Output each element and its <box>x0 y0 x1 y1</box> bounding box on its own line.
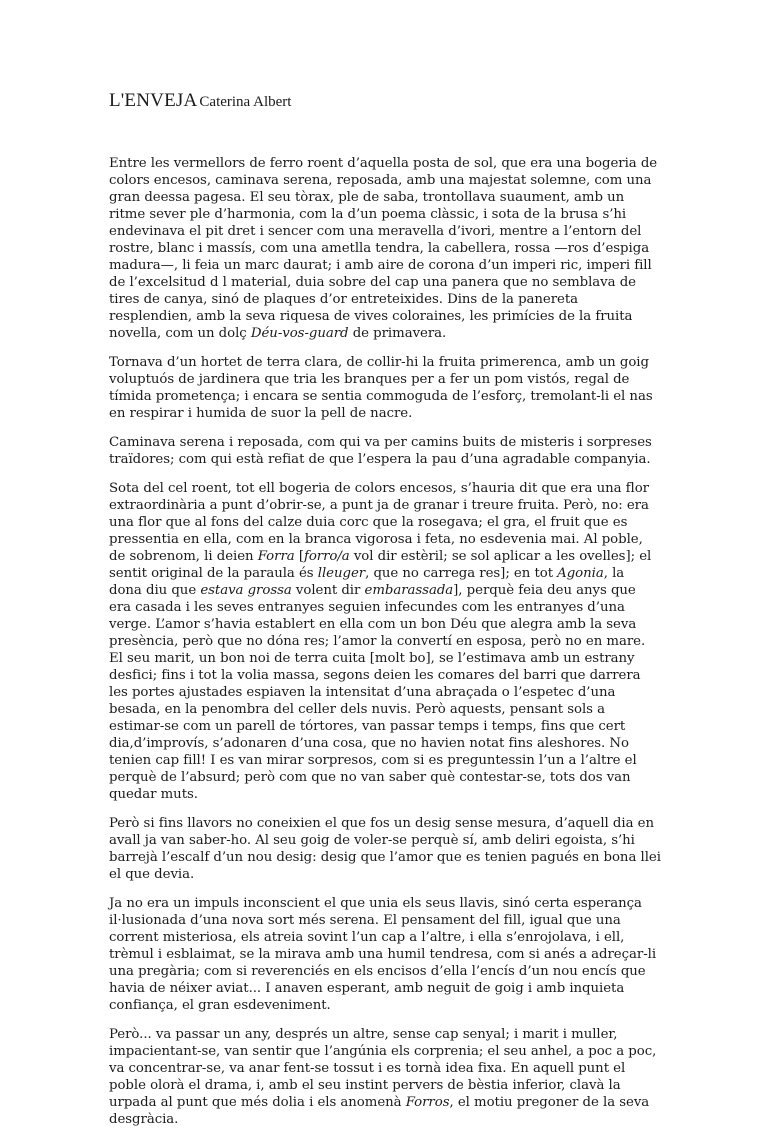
italic-text: Déu-vos-guard <box>250 326 349 341</box>
paragraph <box>109 434 661 468</box>
paragraph <box>109 480 661 803</box>
text-run: , el motiu pregoner de la seva desgràcia. <box>109 1095 650 1127</box>
document-title: L'ENVEJA <box>109 90 198 111</box>
italic-text: lleuger <box>317 566 366 581</box>
paragraph <box>109 354 661 422</box>
paragraph <box>109 895 661 1014</box>
document-author: Caterina Albert <box>199 94 292 110</box>
italic-text: Forros <box>405 1095 450 1110</box>
paragraph <box>109 155 661 342</box>
text-run: Però si fins llavors no coneixien el que fos un desig sense mesura, d’aquell dia en avall ja van saber-ho. Al seu goig de voler-se perquè sí, amb deliri egoista, s’hi barrejà l’escalf d’un nou desig: desig que l’amor que es tenien pagués en bona llei el que devia. <box>109 816 661 882</box>
text-run: volent dir <box>291 583 365 598</box>
italic-text: Forra <box>257 549 295 564</box>
text-run: , que no carrega res]; en tot <box>365 566 558 581</box>
italic-text: embarassada <box>364 583 454 598</box>
document-page <box>109 86 661 1140</box>
paragraph <box>109 1026 661 1128</box>
title-line <box>109 86 661 117</box>
text-run: Però... va passar un any, després un altre, sense cap senyal; i marit i muller, impacientant-se, van sentir que l’angúnia els corprenia; el seu anhel, a poc a poc, va concentrar-se, va anar fent-se tossut i es tornà idea fixa. En aquell punt el poble olorà el drama, i, amb el seu instint pervers de bèstia inferior, clavà la urpada al punt que més dolia i els anomenà <box>109 1027 657 1110</box>
text-run: Ja no era un impuls inconscient el que unia els seus llavis, sinó certa esperança il·lusionada d’una nova sort més serena. El pensament del fill, igual que una corrent misteriosa, els atreia sovint l’un cap a l’altre, i ella s’enrojolava, i ell, trèmul i esblaimat, se la mirava amb una humil tendresa, com si anés a adreçar-li una pregària; com si reverenciés en els encisos d’ella l’encís d’un nou encís que havia de néixer aviat... I anaven esperant, amb neguit de goig i amb inquieta confiança, el gran esdeveniment. <box>109 896 657 1013</box>
text-run: [ <box>294 549 304 564</box>
text-run: vol dir estèril; se sol aplicar a les ovelles]; el sentit original de la paraula és <box>109 549 652 581</box>
body-text <box>109 155 661 1128</box>
text-run: Entre les vermellors de ferro roent d’aquella posta de sol, que era una bogeria de colors encesos, caminava serena, reposada, amb una majestat solemne, com una gran deessa pagesa. El seu tòrax, ple de saba, trontollava suaument, amb un ritme sever ple d’harmonia, com la d’un poema clàssic, i sota de la brusa s’hi endevinava el pit dret i sencer com una meravella d’ivori, mentre a l’entorn del rostre, blanc i massís, com una ametlla tendra, la cabellera, rossa —ros d’espiga madura—, li feia un marc daurat; i amb aire de corona d’un imperi ric, imperi fill de l’excelsitud d l material, duia sobre del cap una panera que no semblava de tires de canya, sinó de plaques d’or entreteixides. Dins de la panereta resplendien, amb la seva riquesa de vives coloraines, les primícies de la fruita novella, com un dolç <box>109 156 658 341</box>
italic-text: forro/a <box>303 549 350 564</box>
text-run: Sota del cel roent, tot ell bogeria de colors encesos, s’hauria dit que era una flor extraordinària a punt d’obrir-se, a punt ja de granar i treure fruita. Però, no: era una flor que al fons del calze duia corc que la rosegava; el gra, el fruit que es pressentia en ella, com en la branca vigorosa i feta, no esdevenia mai. Al poble, de sobrenom, li deien <box>109 481 649 564</box>
text-run: Tornava d’un hortet de terra clara, de collir-hi la fruita primerenca, amb un goig voluptuós de jardinera que tria les branques per a fer un pom vistós, regal de tímida prometença; i encara se sentia commoguda de l’esforç, tremolant-li el nas en respirar i humida de suor la pell de nacre. <box>109 355 653 421</box>
text-run: de primavera. <box>348 326 447 341</box>
text-run: ], perquè feia deu anys que era casada i les seves entranyes seguien infecundes com les entranyes d’una verge. L’amor s’havia establert en ella com un bon Déu que alegra amb la seva presència, però que no dóna res; l’amor la convertí en esposa, però no en mare. El seu marit, un bon noi de terra cuita [molt bo], se l’estimava amb un estrany desfici; fins i tot la volia massa, segons deien les comares del barri que darrera les portes ajustades espiaven la intensitat d’una abraçada o l’espetec d’una besada, en la penombra del celler dels nuvis. Però aquests, pensant sols a estimar-se com un parell de tórtores, van passar temps i temps, fins que cert dia,d’improvís, s’adonaren d’una cosa, que no havien notat fins aleshores. No tenien cap fill! I es van mirar sorpresos, com si es preguntessin l’un a l’altre el perquè de l’absurd; però com que no van saber què contestar-se, tots dos van quedar muts. <box>109 583 646 802</box>
paragraph <box>109 815 661 883</box>
italic-text: Agonia <box>557 566 604 581</box>
text-run: Caminava serena i reposada, com qui va per camins buits de misteris i sorpreses traïdores; com qui està refiat de que l’espera la pau d’una agradable companyia. <box>109 435 652 467</box>
italic-text: estava grossa <box>200 583 292 598</box>
text-run: , la dona diu que <box>109 566 625 598</box>
